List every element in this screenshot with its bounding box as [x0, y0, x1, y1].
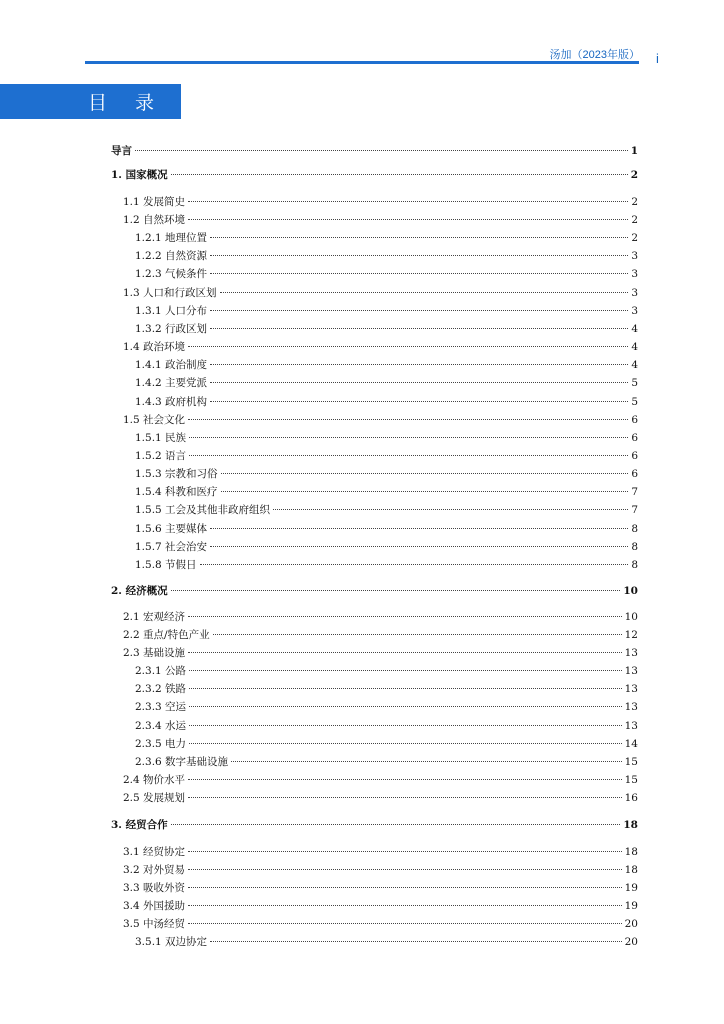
toc-entry-page: 8: [631, 523, 638, 535]
toc-entry-page: 6: [631, 414, 638, 426]
toc-leader-dots: [188, 419, 628, 420]
toc-entry-label: 3.5 中汤经贸: [123, 918, 186, 930]
toc-entry-label: 2.4 物价水平: [123, 774, 186, 786]
toc-leader-dots: [210, 310, 628, 311]
toc-entry[interactable]: [123, 628, 638, 642]
toc-entry-label: 1.3 人口和行政区划: [123, 287, 217, 299]
toc-entry-label: 2.3.1 公路: [135, 665, 187, 677]
toc-entry-label: 1.3.2 行政区划: [135, 323, 208, 335]
toc-entry-page: 16: [624, 792, 638, 804]
toc-entry-page: 2: [630, 169, 638, 181]
toc-entry[interactable]: [111, 168, 638, 182]
toc-entry-label: 1.5.3 宗教和习俗: [135, 468, 218, 480]
toc-leader-dots: [135, 150, 628, 151]
toc-entry[interactable]: [135, 304, 638, 318]
toc-entry-label: 1.5.7 社会治安: [135, 541, 208, 553]
toc-entry-page: 4: [631, 323, 638, 335]
toc-entry[interactable]: [111, 818, 638, 832]
toc-entry-page: 20: [624, 918, 638, 930]
toc-leader-dots: [188, 219, 628, 220]
toc-entry-label: 1.2.1 地理位置: [135, 232, 208, 244]
toc-entry[interactable]: [123, 646, 638, 660]
toc-entry-label: 导言: [111, 145, 132, 157]
toc-leader-dots: [188, 201, 628, 202]
toc-entry-page: 18: [623, 819, 638, 831]
toc-entry-page: 4: [631, 341, 638, 353]
toc-entry[interactable]: [135, 700, 638, 714]
toc-leader-dots: [188, 887, 622, 888]
toc-entry[interactable]: [135, 485, 638, 499]
toc-entry-label: 1.5.1 民族: [135, 432, 187, 444]
toc-entry[interactable]: [123, 881, 638, 895]
toc-leader-dots: [200, 564, 629, 565]
toc-leader-dots: [189, 706, 622, 707]
toc-entry-page: 5: [631, 377, 638, 389]
toc-entry[interactable]: [135, 431, 638, 445]
toc-entry-label: 2.3.4 水运: [135, 720, 187, 732]
toc-leader-dots: [210, 382, 628, 383]
toc-entry-label: 3.2 对外贸易: [123, 864, 186, 876]
toc-leader-dots: [210, 273, 628, 274]
toc-entry-label: 1.2 自然环境: [123, 214, 186, 226]
toc-leader-dots: [188, 869, 622, 870]
toc-leader-dots: [210, 528, 628, 529]
toc-entry-label: 3.3 吸收外资: [123, 882, 186, 894]
toc-leader-dots: [189, 437, 628, 438]
toc-entry[interactable]: [135, 503, 638, 517]
toc-entry[interactable]: [135, 231, 638, 245]
toc-entry-label: 1.5.6 主要媒体: [135, 523, 208, 535]
toc-entry-label: 2.2 重点/特色产业: [123, 629, 210, 641]
toc-entry-page: 12: [624, 629, 638, 641]
toc-leader-dots: [188, 346, 628, 347]
toc-leader-dots: [188, 616, 622, 617]
toc-entry-page: 7: [631, 486, 638, 498]
toc-entry-page: 2: [631, 232, 638, 244]
toc-entry-label: 1.3.1 人口分布: [135, 305, 208, 317]
toc-entry[interactable]: [135, 664, 638, 678]
toc-entry[interactable]: [123, 791, 638, 805]
toc-entry-label: 2.3.3 空运: [135, 701, 187, 713]
toc-entry-page: 19: [624, 900, 638, 912]
toc-leader-dots: [210, 237, 628, 238]
toc-entry[interactable]: [135, 267, 638, 281]
toc-entry-label: 1. 国家概况: [111, 169, 168, 181]
toc-entry[interactable]: [135, 249, 638, 263]
toc-entry-page: 6: [631, 450, 638, 462]
toc-entry-label: 2.3.2 铁路: [135, 683, 187, 695]
toc-entry[interactable]: [123, 286, 638, 300]
toc-leader-dots: [213, 634, 622, 635]
toc-heading: 目 录: [88, 92, 166, 114]
toc-entry[interactable]: [123, 773, 638, 787]
toc-entry-page: 18: [624, 846, 638, 858]
toc-leader-dots: [210, 255, 628, 256]
toc-leader-dots: [221, 473, 629, 474]
toc-leader-dots: [210, 401, 628, 402]
toc-entry-page: 7: [631, 504, 638, 516]
toc-entry-page: 19: [624, 882, 638, 894]
toc-entry[interactable]: [123, 413, 638, 427]
toc-entry-label: 1.4.1 政治制度: [135, 359, 208, 371]
toc-entry[interactable]: [123, 899, 638, 913]
toc-entry-label: 1.5.4 科教和医疗: [135, 486, 218, 498]
toc-entry-label: 2. 经济概况: [111, 585, 168, 597]
toc-entry[interactable]: [135, 682, 638, 696]
toc-entry-label: 1.5.2 语言: [135, 450, 187, 462]
toc-entry-page: 10: [624, 611, 638, 623]
toc-entry[interactable]: [135, 358, 638, 372]
toc-entry[interactable]: [123, 610, 638, 624]
toc-leader-dots: [189, 688, 622, 689]
toc-entry[interactable]: [135, 449, 638, 463]
toc-entry-page: 20: [624, 936, 638, 948]
toc-entry[interactable]: [111, 584, 638, 598]
toc-entry[interactable]: [123, 195, 638, 209]
toc-entry-page: 10: [623, 585, 638, 597]
toc-entry-page: 6: [631, 468, 638, 480]
toc-entry[interactable]: [135, 755, 638, 769]
toc-entry[interactable]: [135, 935, 638, 949]
toc-entry-page: 8: [631, 541, 638, 553]
toc-entry-page: 3: [631, 287, 638, 299]
toc-leader-dots: [188, 652, 622, 653]
toc-entry-label: 1.4.2 主要党派: [135, 377, 208, 389]
document-title: 汤加（2023年版）: [549, 49, 640, 61]
toc-entry[interactable]: [123, 340, 638, 354]
toc-leader-dots: [189, 743, 622, 744]
toc-entry-page: 6: [631, 432, 638, 444]
toc-entry[interactable]: [135, 376, 638, 390]
toc-entry-page: 13: [624, 701, 638, 713]
toc-entry[interactable]: [135, 395, 638, 409]
toc-entry[interactable]: [135, 322, 638, 336]
toc-leader-dots: [171, 824, 621, 825]
toc-leader-dots: [210, 328, 628, 329]
toc-entry[interactable]: [135, 719, 638, 733]
toc-entry-label: 1.4.3 政府机构: [135, 396, 208, 408]
toc-entry-label: 1.5.8 节假日: [135, 559, 197, 571]
toc-entry-label: 1.5.5 工会及其他非政府组织: [135, 504, 271, 516]
toc-entry-label: 3.1 经贸协定: [123, 846, 186, 858]
toc-entry-page: 3: [631, 268, 638, 280]
toc-entry-page: 1: [630, 145, 638, 157]
toc-entry-page: 3: [631, 305, 638, 317]
toc-entry[interactable]: [123, 863, 638, 877]
toc-leader-dots: [189, 725, 622, 726]
toc-entry-label: 3.4 外国援助: [123, 900, 186, 912]
toc-leader-dots: [188, 923, 622, 924]
toc-entry[interactable]: [135, 558, 638, 572]
toc-entry-label: 2.3 基础设施: [123, 647, 186, 659]
toc-leader-dots: [210, 546, 628, 547]
toc-entry[interactable]: [123, 917, 638, 931]
toc-leader-dots: [171, 174, 628, 175]
toc-leader-dots: [221, 491, 629, 492]
toc-leader-dots: [231, 761, 622, 762]
toc-entry[interactable]: [123, 213, 638, 227]
toc-entry-label: 2.5 发展规划: [123, 792, 186, 804]
toc-entry-label: 2.3.6 数字基础设施: [135, 756, 229, 768]
toc-entry-page: 18: [624, 864, 638, 876]
page-number: i: [656, 51, 659, 66]
toc-entry-label: 1.2.2 自然资源: [135, 250, 208, 262]
toc-entry-label: 1.5 社会文化: [123, 414, 186, 426]
toc-entry-label: 3. 经贸合作: [111, 819, 168, 831]
toc-leader-dots: [188, 851, 622, 852]
toc-leader-dots: [189, 455, 628, 456]
toc-entry[interactable]: [123, 845, 638, 859]
toc-leader-dots: [188, 905, 622, 906]
toc-entry-page: 2: [631, 196, 638, 208]
toc-entry-label: 1.2.3 气候条件: [135, 268, 208, 280]
toc-entry-label: 1.4 政治环境: [123, 341, 186, 353]
toc-entry-label: 2.3.5 电力: [135, 738, 187, 750]
toc-leader-dots: [171, 590, 621, 591]
toc-entry-page: 8: [631, 559, 638, 571]
toc-entry[interactable]: [135, 737, 638, 751]
toc-entry-page: 13: [624, 665, 638, 677]
toc-entry-page: 2: [631, 214, 638, 226]
toc-entry-page: 5: [631, 396, 638, 408]
toc-entry[interactable]: [135, 522, 638, 536]
toc-leader-dots: [220, 292, 629, 293]
toc-entry-page: 13: [624, 647, 638, 659]
toc-leader-dots: [210, 941, 622, 942]
toc-entry-label: 2.1 宏观经济: [123, 611, 186, 623]
toc-entry-page: 3: [631, 250, 638, 262]
toc-entry[interactable]: [135, 467, 638, 481]
toc-entry-page: 13: [624, 683, 638, 695]
toc-entry-page: 13: [624, 720, 638, 732]
toc-entry-page: 15: [624, 756, 638, 768]
toc-entry-page: 14: [624, 738, 638, 750]
toc-leader-dots: [210, 364, 628, 365]
toc-leader-dots: [188, 797, 622, 798]
toc-leader-dots: [273, 509, 628, 510]
toc-entry[interactable]: [135, 540, 638, 554]
toc-entry-page: 15: [624, 774, 638, 786]
toc-entry-label: 1.1 发展简史: [123, 196, 186, 208]
toc-entry-label: 3.5.1 双边协定: [135, 936, 208, 948]
toc-entry-page: 4: [631, 359, 638, 371]
toc-leader-dots: [188, 779, 622, 780]
toc-entry[interactable]: [111, 144, 638, 158]
toc-leader-dots: [189, 670, 622, 671]
